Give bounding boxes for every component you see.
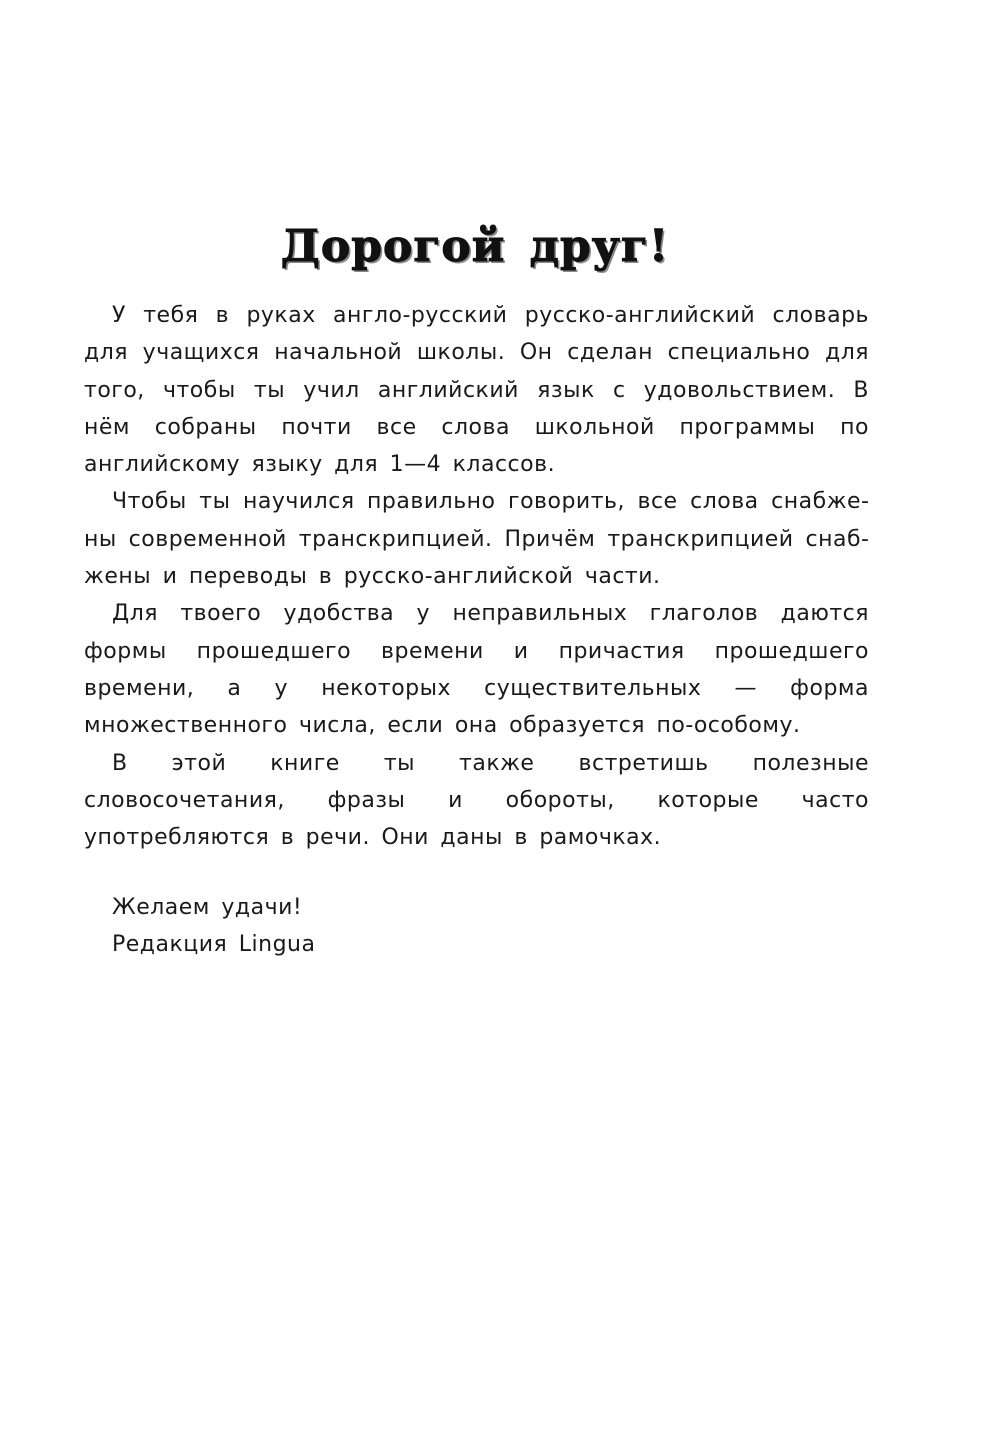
- paragraph-irregular-verbs: Для твоего удобства у неправильных глаголов даются формы прошедшего времени и причастия прошедшего времени, а у некоторых существительных — форма множественного числа, если она образуется по-особому.: [84, 601, 869, 739]
- paragraph-phrases: В этой книге ты также встретишь полезные словосочетания, фразы и обороты, которые часто употребляются в речи. Они даны в рамочках.: [84, 750, 869, 851]
- paragraph-intro: У тебя в руках англо-русский русско-английский словарь для учащихся начальной школы. Он сделан специально для того, чтобы ты учил английский язык с удовольствием. В нём собраны почти все слова школьной программы по английскому языку для 1—4 классов.: [84, 303, 869, 478]
- closing-line: Желаем удачи!: [112, 895, 303, 920]
- signature-block: [112, 889, 315, 964]
- page-title: Дорогой друг!: [280, 221, 670, 273]
- body-text: [84, 297, 869, 856]
- paragraph-transcription: Чтобы ты научился правильно говорить, все слова снабжены современной транскрипцией. Причём транскрипцией снабжены и переводы в русско-английской части.: [84, 489, 869, 590]
- editor-signature: Редакция Lingua: [112, 932, 316, 958]
